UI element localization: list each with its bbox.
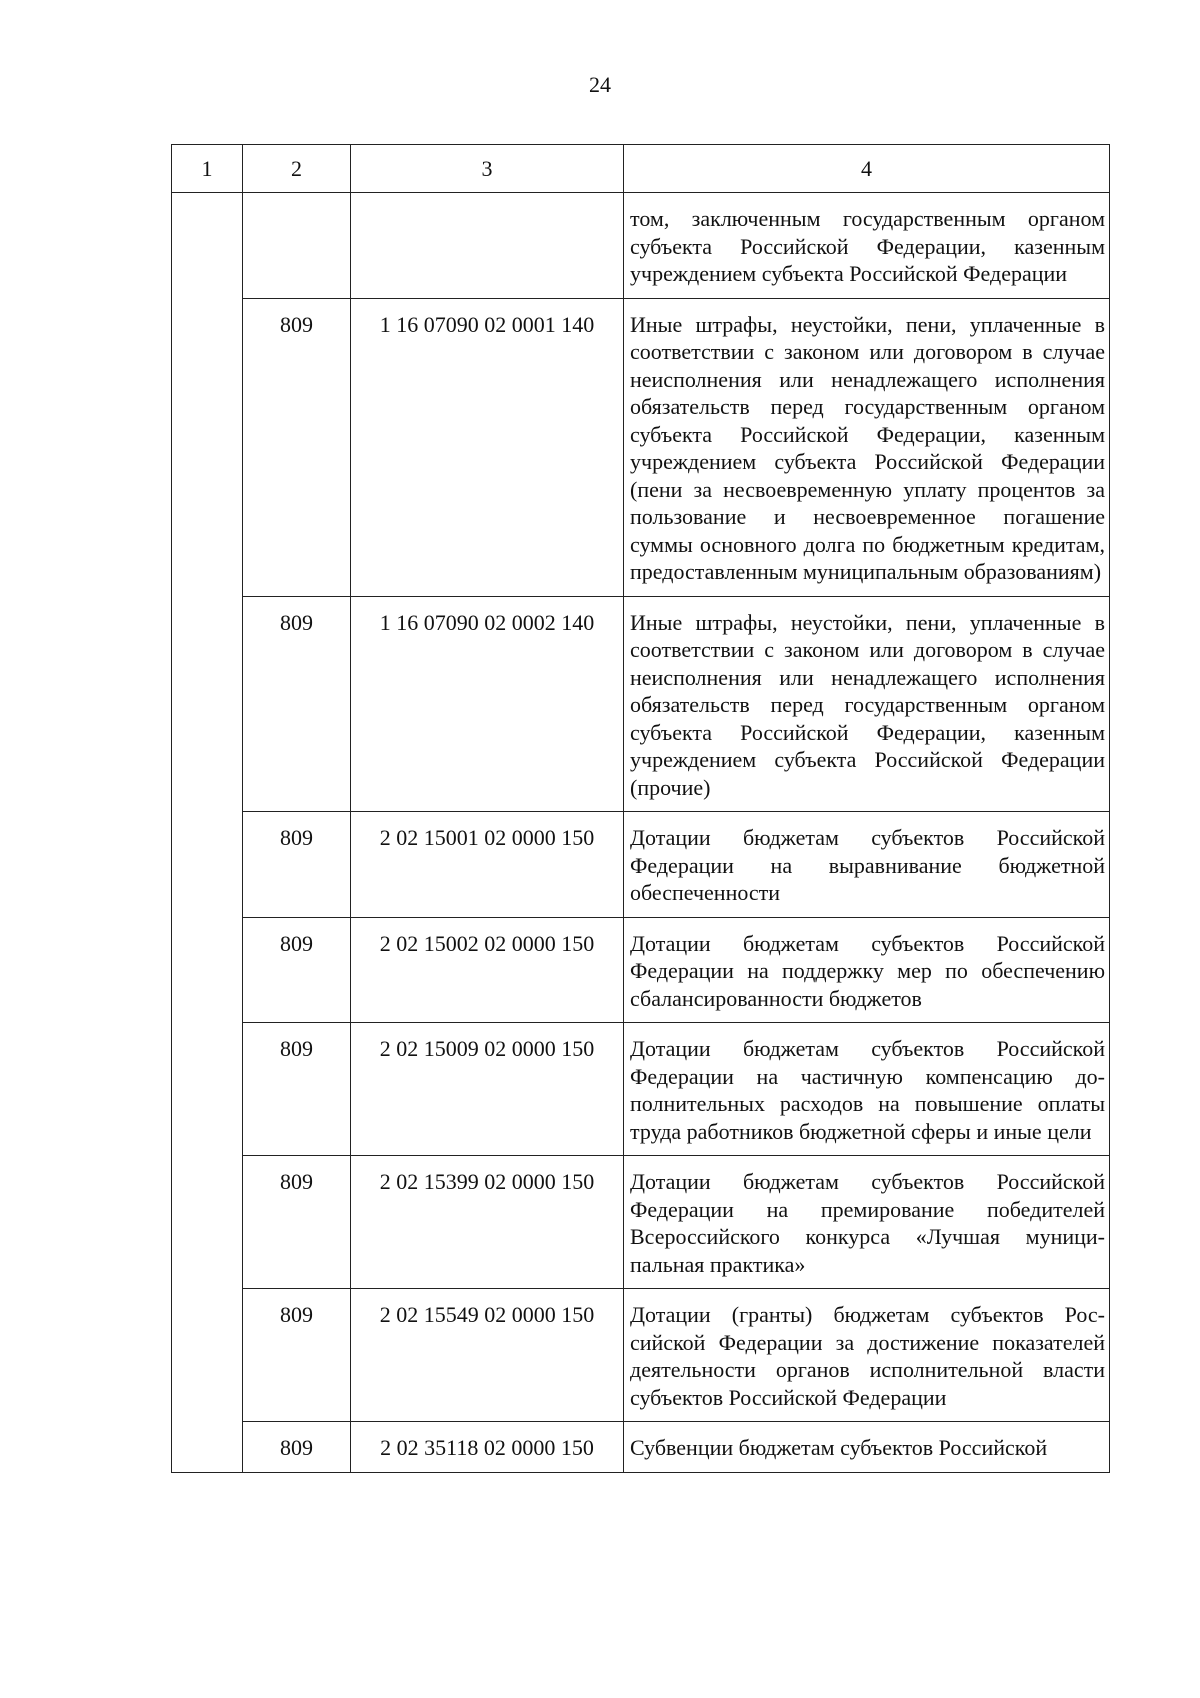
header-col-3: 3: [351, 145, 624, 193]
header-col-2: 2: [243, 145, 351, 193]
empty-col-1-cell: [172, 193, 243, 1473]
table-row-continuation: [172, 193, 1110, 299]
budget-code-cell: 2 02 15399 02 0000 150: [351, 1156, 624, 1289]
budget-code-cell: 2 02 15009 02 0000 150: [351, 1023, 624, 1156]
admin-code-cell: 809: [243, 1156, 351, 1289]
description-cell: Субвенции бюджетам субъектов Российской: [624, 1422, 1110, 1473]
description-cell: том, заключенным государственным органом субъекта Российской Федерации, казенным учреждением субъекта Российской Федерации: [624, 193, 1110, 299]
header-col-1: 1: [172, 145, 243, 193]
description-cell: Дотации бюджетам субъектов Российской Федерации на премирование победителей Всероссийского конкурса «Лучшая муниципальная практика»: [624, 1156, 1110, 1289]
page-number: 24: [589, 72, 611, 97]
admin-code-cell: 809: [243, 1023, 351, 1156]
description-cell: Дотации (гранты) бюджетам субъектов Российской Федерации за достижение показателей деятельности органов исполнительной власти субъектов Российской Федерации: [624, 1289, 1110, 1422]
table-row: [172, 917, 1110, 1023]
admin-code-cell: 809: [243, 1422, 351, 1473]
admin-code-cell: [243, 193, 351, 299]
budget-code-cell: 1 16 07090 02 0002 140: [351, 596, 624, 812]
header-col-4: 4: [624, 145, 1110, 193]
table-header-row: [172, 145, 1110, 193]
admin-code-cell: 809: [243, 298, 351, 596]
admin-code-cell: 809: [243, 917, 351, 1023]
budget-code-cell: 2 02 15001 02 0000 150: [351, 812, 624, 918]
budget-codes-table: [171, 144, 1110, 1473]
budget-code-cell: 1 16 07090 02 0001 140: [351, 298, 624, 596]
table-row: [172, 1023, 1110, 1156]
table-row: [172, 596, 1110, 812]
budget-code-cell: 2 02 35118 02 0000 150: [351, 1422, 624, 1473]
description-cell: Дотации бюджетам субъектов Российской Федерации на поддержку мер по обеспечению сбалансированности бюджетов: [624, 917, 1110, 1023]
admin-code-cell: 809: [243, 1289, 351, 1422]
budget-code-cell: 2 02 15002 02 0000 150: [351, 917, 624, 1023]
table-row: [172, 1289, 1110, 1422]
table-row: [172, 1156, 1110, 1289]
budget-code-cell: 2 02 15549 02 0000 150: [351, 1289, 624, 1422]
table-row: [172, 298, 1110, 596]
description-cell: Дотации бюджетам субъектов Российской Федерации на частичную компенсацию дополнительных расходов на повышение оплаты труда работников бюджетной сферы и иные цели: [624, 1023, 1110, 1156]
description-cell: Дотации бюджетам субъектов Российской Федерации на выравнивание бюджетной обеспеченности: [624, 812, 1110, 918]
admin-code-cell: 809: [243, 812, 351, 918]
table-row: [172, 812, 1110, 918]
budget-code-cell: [351, 193, 624, 299]
description-cell: Иные штрафы, неустойки, пени, уплаченные в соответствии с законом или договором в случае неисполнения или ненадлежащего исполнения обязательств перед государственным органом субъекта Российской Федерации, казенным учреждением субъекта Российской Федерации (пени за несвоевременную уплату процентов за пользование и несвоевременное погашение суммы основного долга по бюджетным кредитам, предоставленным муниципальным образованиям): [624, 298, 1110, 596]
admin-code-cell: 809: [243, 596, 351, 812]
table-row: [172, 1422, 1110, 1473]
description-cell: Иные штрафы, неустойки, пени, уплаченные в соответствии с законом или договором в случае неисполнения или ненадлежащего исполнения обязательств перед государственным органом субъекта Российской Федерации, казенным учреждением субъекта Российской Федерации (прочие): [624, 596, 1110, 812]
